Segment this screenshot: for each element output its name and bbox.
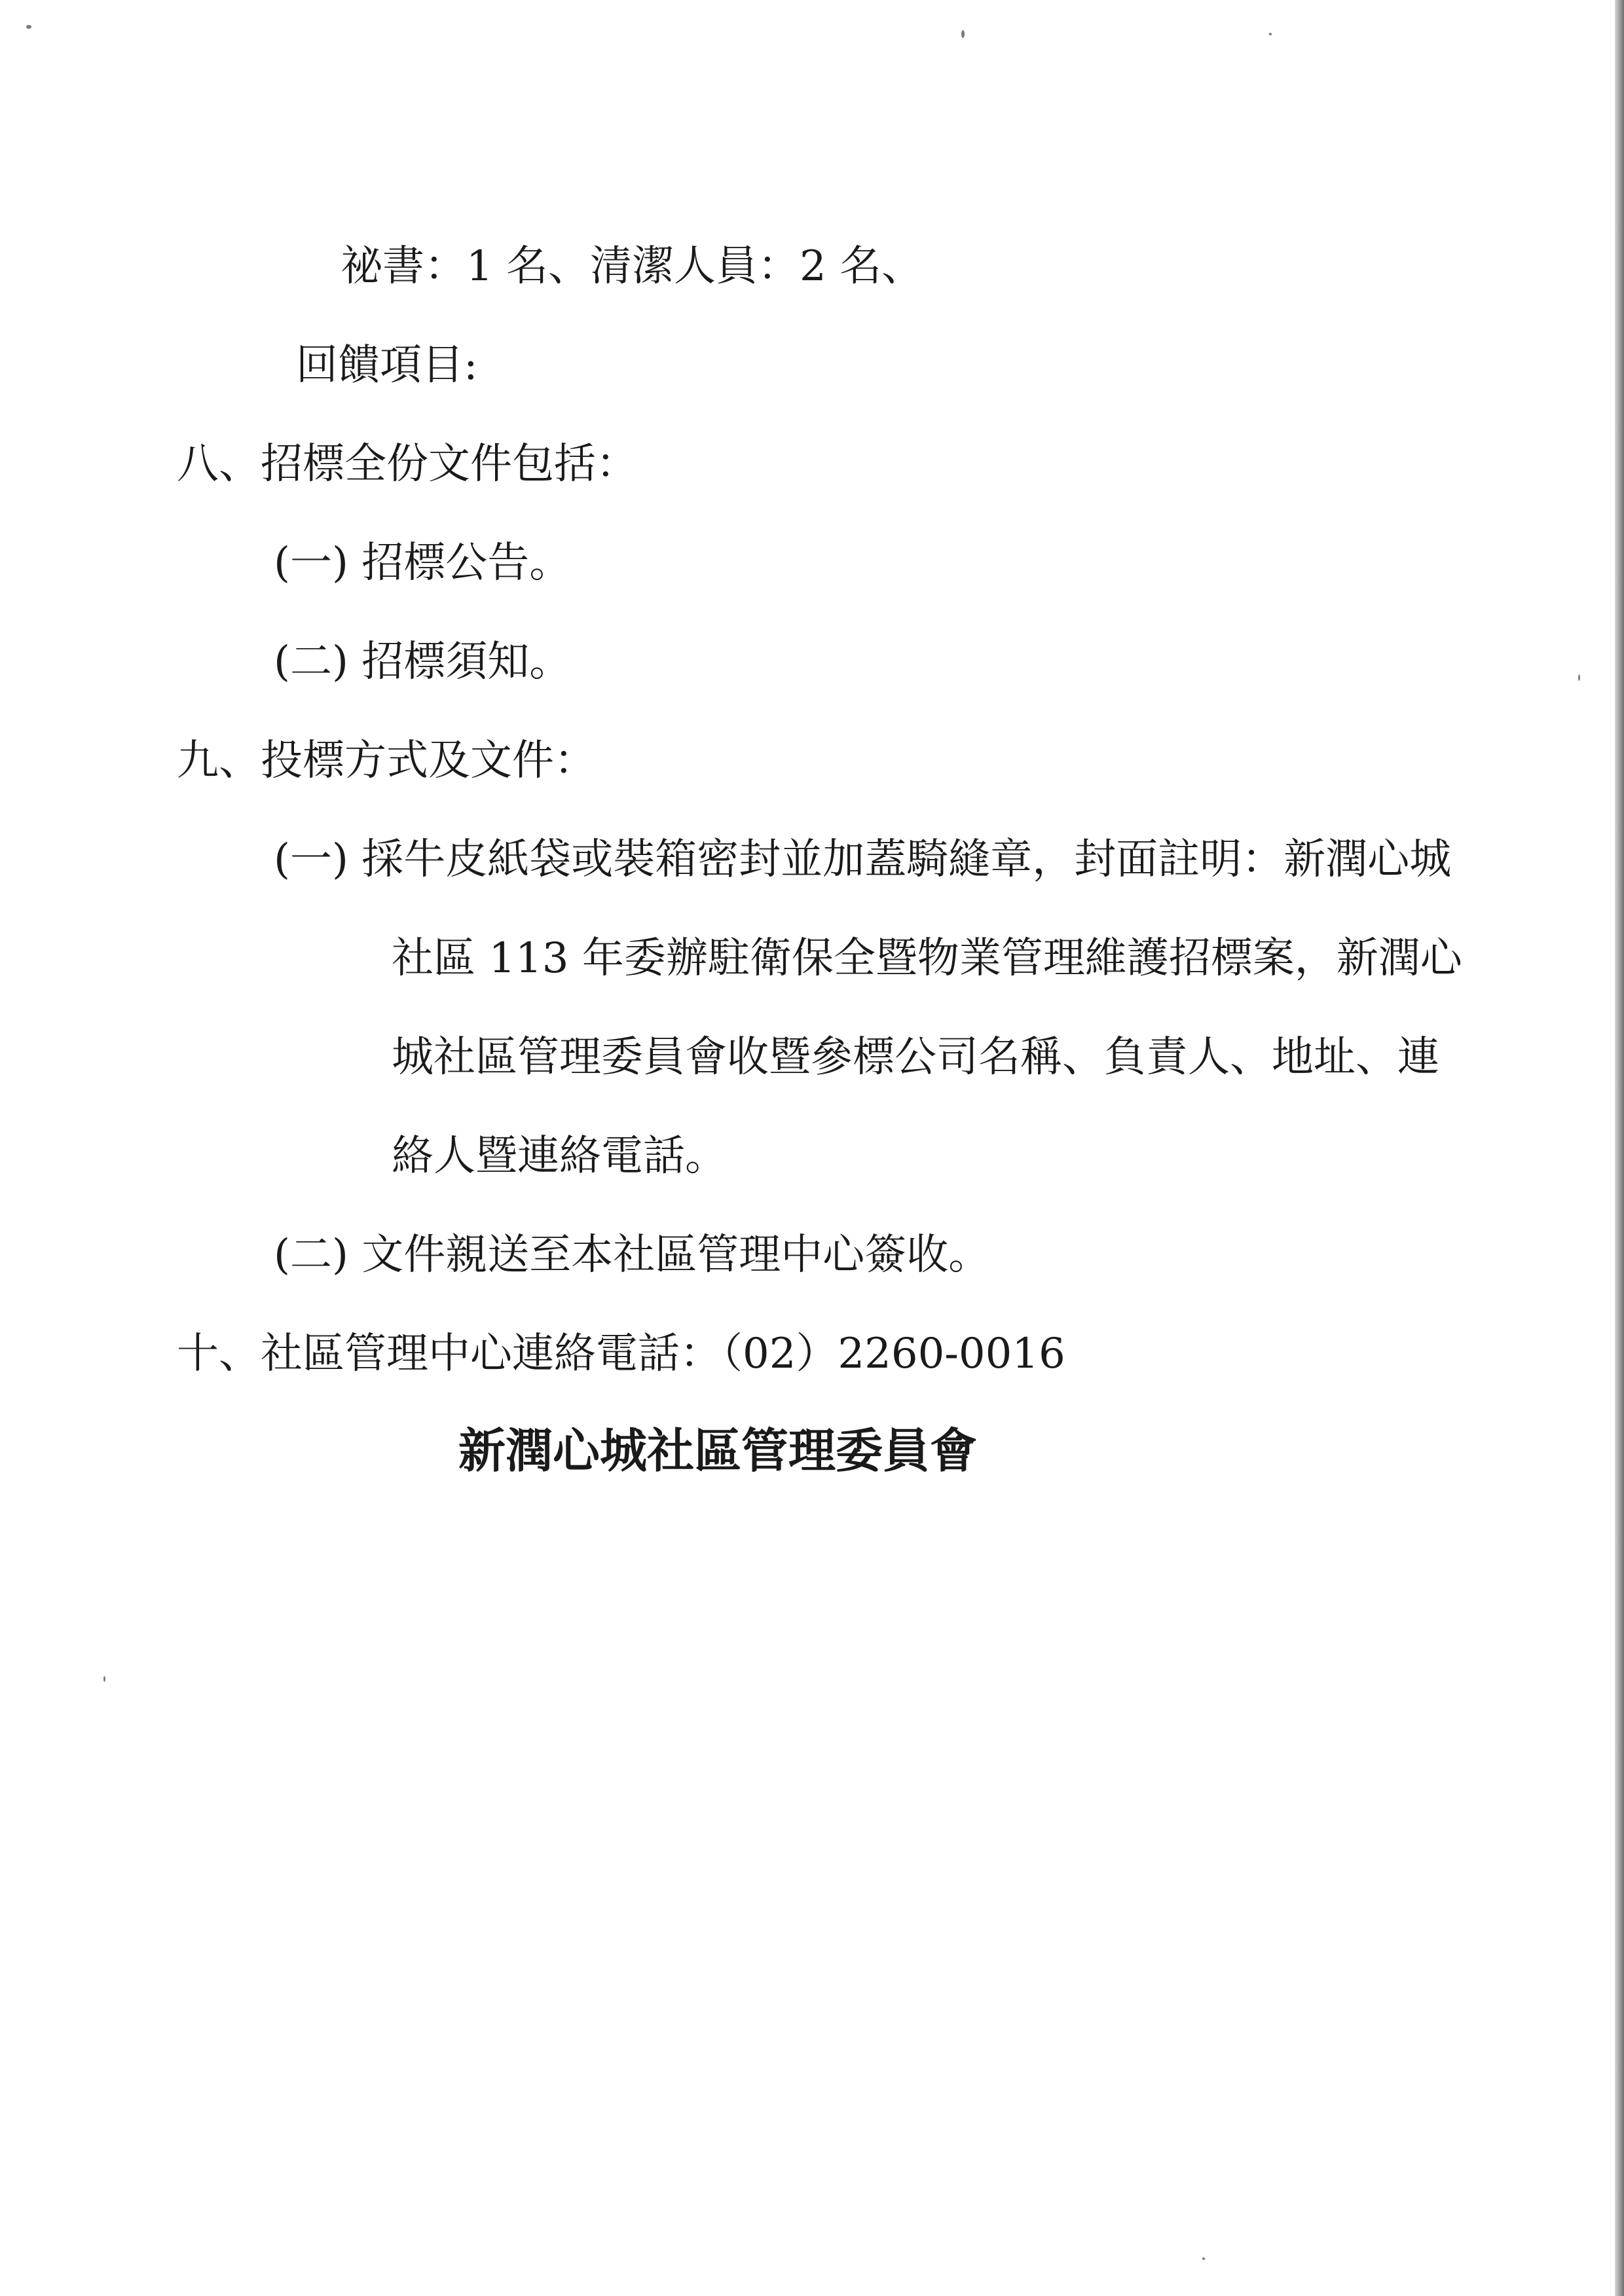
section-9-heading: 九、投標方式及文件： — [177, 737, 596, 785]
section-9-item-1-line-3: 城社區管理委員會收暨參標公司名稱、負責人、地址、連 — [392, 1033, 1439, 1082]
scan-speck — [103, 1676, 105, 1682]
section-9-item-1-line-2: 社區 113 年委辦駐衛保全暨物業管理維護招標案，新潤心 — [392, 934, 1462, 983]
scan-speck — [1578, 674, 1580, 681]
scan-speck — [1269, 33, 1272, 35]
scan-speck — [1202, 2257, 1205, 2260]
committee-signature: 新潤心城社區管理委員會 — [458, 1423, 978, 1478]
scan-speck — [961, 30, 965, 38]
section-9-item-1-line-4: 絡人暨連絡電話。 — [392, 1132, 727, 1180]
section-8-item-1: (一) 招標公告。 — [274, 539, 572, 587]
scan-speck — [26, 25, 31, 29]
section-8-item-2: (二) 招標須知。 — [274, 638, 572, 686]
section-9-item-2: (二) 文件親送至本社區管理中心簽收。 — [274, 1231, 991, 1279]
scanner-edge-shadow — [1615, 0, 1624, 2296]
section-8-heading: 八、招標全份文件包括： — [177, 440, 638, 488]
section-10-heading: 十、社區管理中心連絡電話：（02）2260-0016 — [177, 1330, 1065, 1378]
staff-count-line: 祕書：1 名、清潔人員：2 名、 — [341, 242, 924, 291]
feedback-items-line: 回饋項目: — [296, 341, 478, 390]
section-9-item-1-line-1: (一) 採牛皮紙袋或裝箱密封並加蓋騎縫章，封面註明：新潤心城 — [274, 835, 1452, 884]
